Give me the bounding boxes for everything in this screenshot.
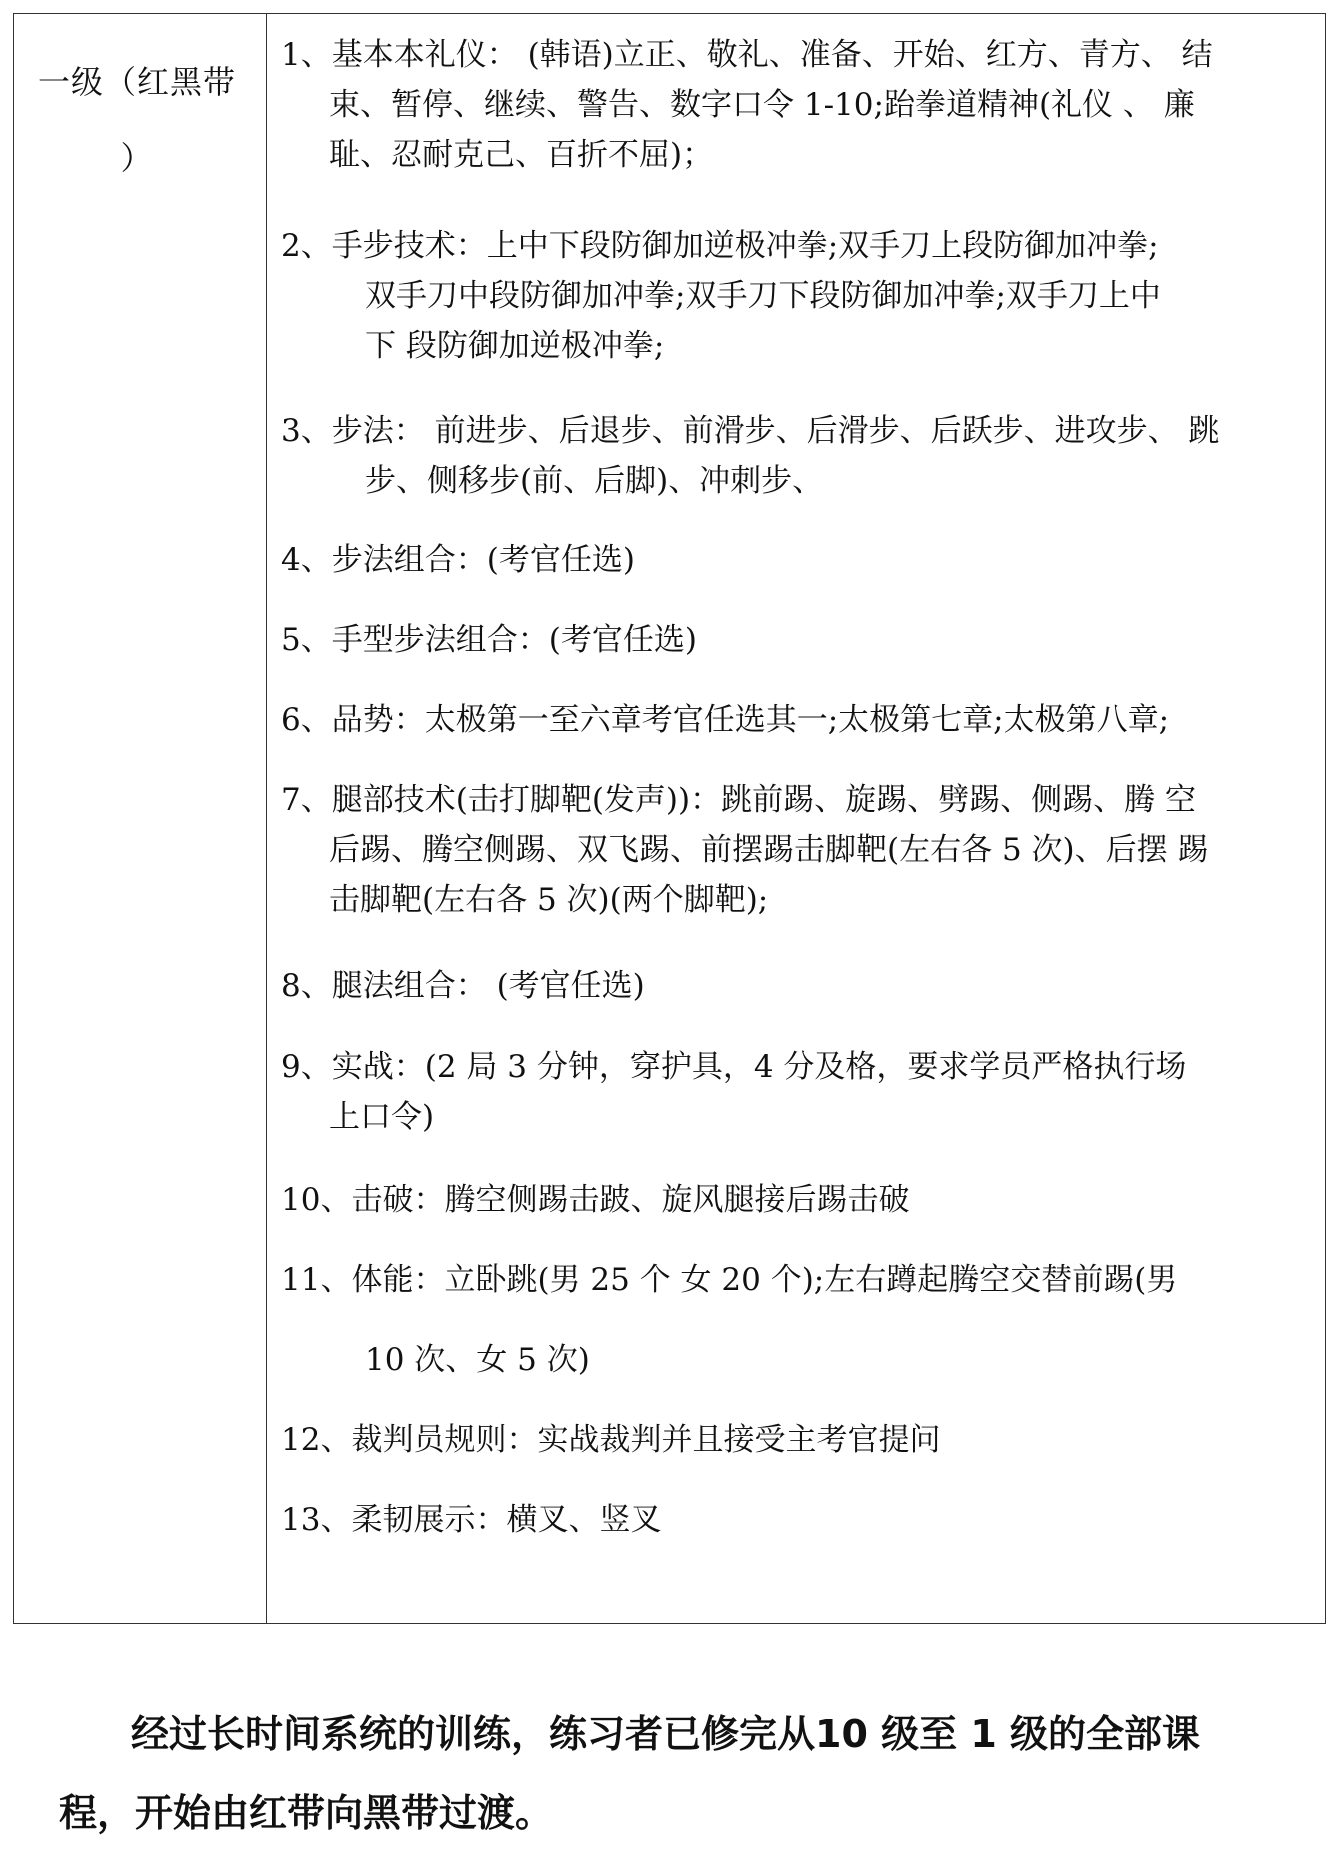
item-line: 9、实战：(2 局 3 分钟，穿护具，4 分及格，要求学员严格执行场 bbox=[281, 1049, 1187, 1085]
item-line: 击脚靶(左右各 5 次)(两个脚靶); bbox=[329, 882, 769, 918]
level-label-line1: 一级（红黑带 bbox=[37, 63, 236, 101]
requirement-item-1 bbox=[281, 30, 1326, 180]
requirement-item-5 bbox=[281, 615, 1326, 665]
column-divider bbox=[266, 14, 267, 1623]
item-line: 4、步法组合：(考官任选) bbox=[281, 542, 635, 578]
item-line: 11、体能：立卧跳(男 25 个 女 20 个);左右蹲起腾空交替前踢(男 bbox=[281, 1262, 1178, 1298]
summary-line-1: 经过长时间系统的训练，练习者已修完从10 级至 1 级的全部课 bbox=[131, 1712, 1201, 1756]
item-line: 双手刀中段防御加冲拳;双手刀下段防御加冲拳;双手刀上中 bbox=[365, 278, 1161, 314]
requirement-item-4 bbox=[281, 535, 1326, 585]
item-line: 1、基本本礼仪： (韩语)立正、敬礼、准备、开始、红方、青方、 结 bbox=[281, 37, 1213, 73]
item-line: 束、暂停、继续、警告、数字口令 1-10;跆拳道精神(礼仪 、 廉 bbox=[329, 87, 1195, 123]
item-line: 13、柔韧展示：横叉、竖叉 bbox=[281, 1502, 662, 1538]
item-line: 6、品势：太极第一至六章考官任选其一;太极第七章;太极第八章; bbox=[281, 702, 1170, 738]
level-label bbox=[22, 44, 252, 196]
requirement-item-10 bbox=[281, 1175, 1326, 1225]
item-line: 8、腿法组合： (考官任选) bbox=[281, 968, 645, 1004]
requirement-item-12 bbox=[281, 1415, 1326, 1465]
requirement-item-7 bbox=[281, 775, 1326, 925]
item-line: 下 段防御加逆极冲拳; bbox=[365, 328, 665, 364]
requirement-item-2 bbox=[281, 221, 1326, 371]
requirement-item-9 bbox=[281, 1042, 1326, 1142]
item-line: 3、步法： 前进步、后退步、前滑步、后滑步、后跃步、进攻步、 跳 bbox=[281, 413, 1220, 449]
item-line: 后踢、腾空侧踢、双飞踢、前摆踢击脚靶(左右各 5 次)、后摆 踢 bbox=[329, 832, 1209, 868]
item-line: 耻、忍耐克己、百折不屈)； bbox=[329, 137, 714, 173]
item-line: 12、裁判员规则：实战裁判并且接受主考官提问 bbox=[281, 1422, 941, 1458]
level-label-line2: ） bbox=[120, 139, 154, 177]
requirement-item-11 bbox=[281, 1255, 1326, 1385]
item-line: 10、击破：腾空侧踢击跛、旋风腿接后踢击破 bbox=[281, 1182, 910, 1218]
item-line: 2、手步技术：上中下段防御加逆极冲拳;双手刀上段防御加冲拳; bbox=[281, 228, 1159, 264]
item-line: 10 次、女 5 次) bbox=[365, 1342, 590, 1378]
item-line: 5、手型步法组合：(考官任选) bbox=[281, 622, 697, 658]
requirement-item-3 bbox=[281, 406, 1326, 506]
requirement-item-13 bbox=[281, 1495, 1326, 1545]
item-line: 上口令) bbox=[329, 1099, 435, 1135]
item-line: 7、腿部技术(击打脚靶(发声))：跳前踢、旋踢、劈踢、侧踢、腾 空 bbox=[281, 782, 1196, 818]
item-line: 步、侧移步(前、后脚)、冲刺步、 bbox=[365, 463, 824, 499]
requirement-item-8 bbox=[281, 961, 1326, 1011]
summary-line-2: 程，开始由红带向黑带过渡。 bbox=[59, 1791, 554, 1835]
requirement-item-6 bbox=[281, 695, 1326, 745]
